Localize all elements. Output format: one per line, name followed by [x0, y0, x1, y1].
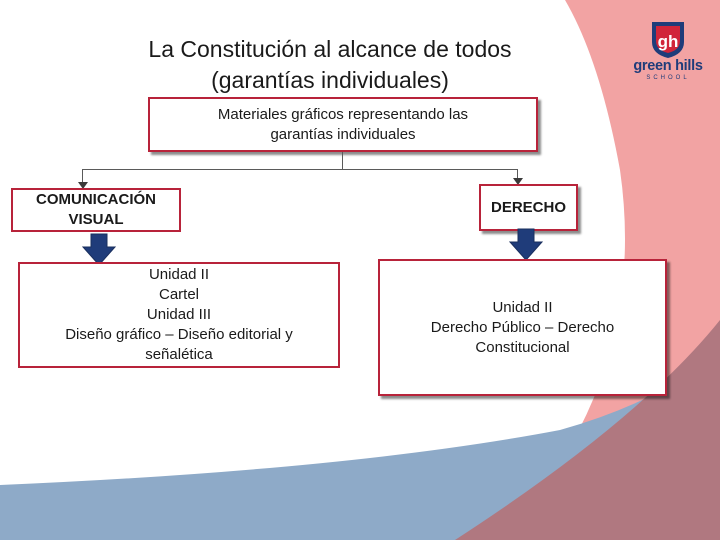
- connector-trunk: [342, 152, 343, 170]
- logo-name: green hills: [633, 58, 703, 74]
- comunicacion-detail-4: Diseño gráfico – Diseño editorial y: [65, 326, 293, 343]
- title-line-1: La Constitución al alcance de todos: [148, 36, 512, 62]
- comunicacion-detail-5: señalética: [145, 346, 213, 363]
- derecho-detail-3: Constitucional: [475, 338, 570, 356]
- title-line-2: (garantías individuales): [211, 67, 449, 93]
- comunicacion-detail-1: Unidad II: [148, 266, 210, 283]
- derecho-detail-1: Unidad II: [492, 298, 553, 316]
- comunicacion-label-1: COMUNICACIÓN: [36, 191, 156, 208]
- comunicacion-detail-2: Cartel: [158, 286, 199, 303]
- connector-left-drop: [82, 169, 83, 183]
- derecho-label: DERECHO: [490, 198, 566, 216]
- logo-sub: SCHOOL: [646, 75, 690, 81]
- root-box: [148, 97, 538, 152]
- school-logo: [626, 20, 710, 90]
- derecho-detail-2: Derecho Público – Derecho: [430, 318, 615, 336]
- derecho-detail-box: [378, 259, 667, 396]
- root-line-1: Materiales gráficos representando las: [217, 105, 469, 123]
- logo-monogram: gh: [657, 32, 679, 51]
- shield-icon: [626, 20, 710, 60]
- comunicacion-detail-box: [18, 262, 340, 368]
- comunicacion-label-2: VISUAL: [68, 211, 124, 228]
- down-arrow-right-icon: [509, 228, 543, 262]
- comunicacion-detail-3: Unidad III: [146, 306, 212, 323]
- root-line-2: garantías individuales: [270, 125, 416, 143]
- slide-title: [60, 34, 600, 96]
- derecho-box: [479, 184, 578, 231]
- comunicacion-visual-box: [11, 188, 181, 232]
- connector-horizontal: [82, 169, 518, 170]
